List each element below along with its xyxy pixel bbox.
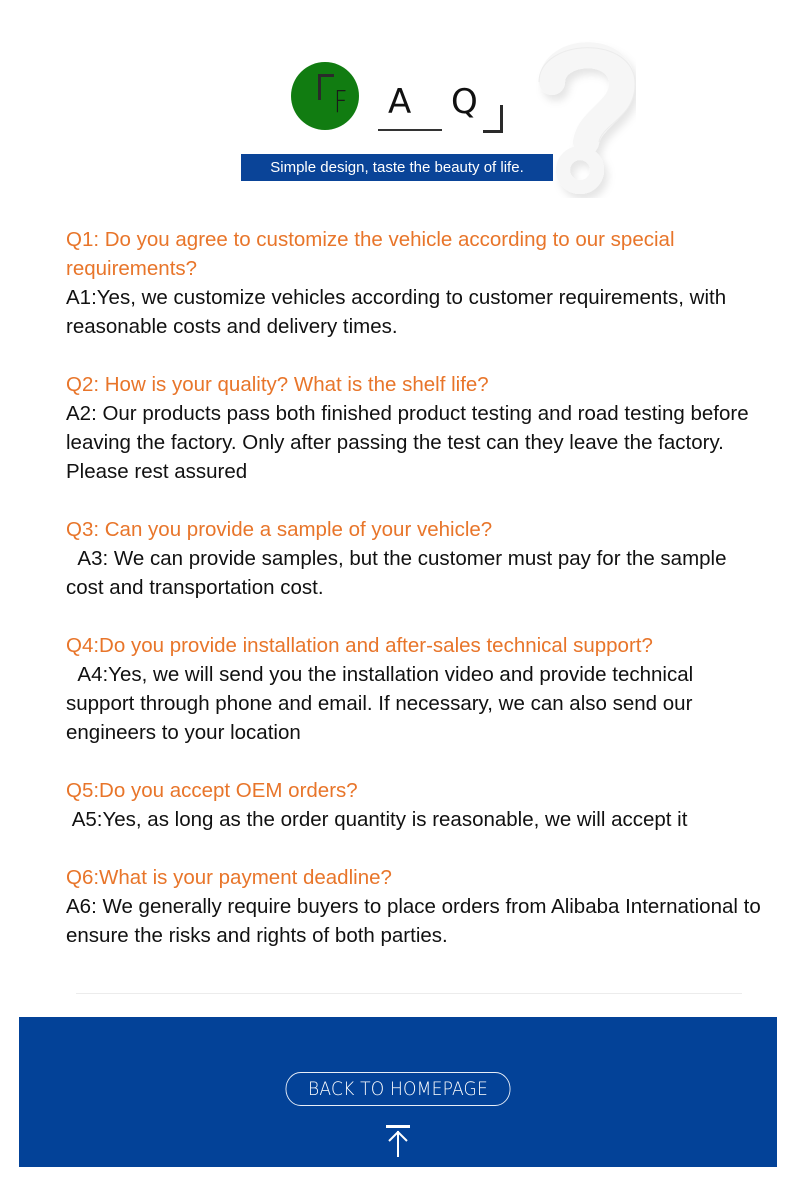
faq-header bbox=[0, 0, 790, 200]
faq-item-6 bbox=[66, 863, 766, 950]
logo-letter-a: A bbox=[388, 82, 412, 122]
faq-answer: A4:Yes, we will send you the installation video and provide technical support through phone and email. If necessary, we can also send our engineers to your location bbox=[66, 663, 699, 744]
faq-answer: A1:Yes, we customize vehicles according to customer requirements, with reasonable costs and delivery times. bbox=[66, 286, 732, 338]
logo-corner-bracket-bottom-right bbox=[483, 105, 503, 133]
faq-question: Q6:What is your payment deadline? bbox=[66, 866, 392, 889]
section-divider bbox=[76, 993, 742, 994]
back-to-homepage-button[interactable]: BACK TO HOMEPAGE bbox=[286, 1072, 511, 1106]
logo-letter-f: F bbox=[334, 85, 348, 120]
faq-item-3 bbox=[66, 515, 766, 602]
faq-answer: A2: Our products pass both finished product testing and road testing before leaving the factory. Only after passing the test can they leave the factory. Please rest assured bbox=[66, 402, 755, 483]
faq-question: Q3: Can you provide a sample of your vehicle? bbox=[66, 518, 493, 541]
faq-question: Q4:Do you provide installation and after-sales technical support? bbox=[66, 634, 653, 657]
faq-item-2 bbox=[66, 370, 766, 486]
faq-question: Q5:Do you accept OEM orders? bbox=[66, 779, 358, 802]
faq-item-4 bbox=[66, 631, 766, 747]
faq-item-1 bbox=[66, 225, 766, 341]
faq-list bbox=[66, 225, 766, 950]
faq-answer: A5:Yes, as long as the order quantity is reasonable, we will accept it bbox=[66, 808, 688, 831]
faq-question: Q1: Do you agree to customize the vehicle according to our special requirements? bbox=[66, 228, 675, 280]
slogan-banner: Simple design, taste the beauty of life. bbox=[241, 154, 553, 181]
logo-letter-q: Q bbox=[451, 82, 478, 122]
question-mark-icon bbox=[536, 38, 636, 198]
logo-corner-bracket-top-left bbox=[318, 74, 334, 100]
faq-answer: A6: We generally require buyers to place orders from Alibaba International to ensure the risks and rights of both parties. bbox=[66, 895, 767, 947]
logo-underline bbox=[378, 129, 442, 131]
faq-answer: A3: We can provide samples, but the customer must pay for the sample cost and transportation cost. bbox=[66, 547, 733, 599]
arrow-up-to-top-icon[interactable] bbox=[385, 1123, 411, 1159]
faq-question: Q2: How is your quality? What is the shelf life? bbox=[66, 373, 489, 396]
faq-item-5 bbox=[66, 776, 766, 834]
footer-band bbox=[19, 1017, 777, 1167]
